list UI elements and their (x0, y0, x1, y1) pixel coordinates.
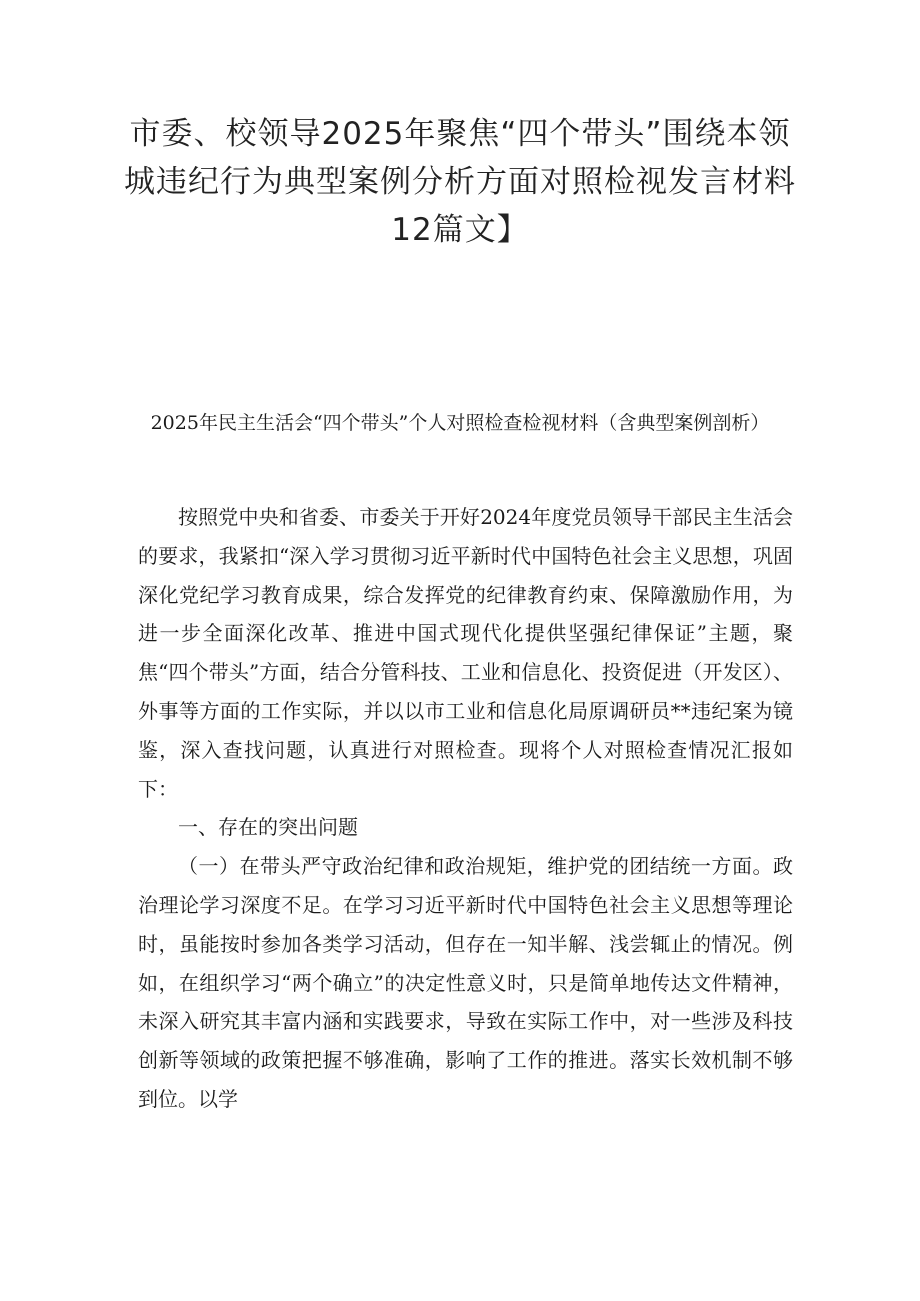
document-subtitle: 2025年民主生活会“四个带头”个人对照检查检视材料（含典型案例剖析） (150, 412, 770, 434)
intro-paragraph: 按照党中央和省委、市委关于开好2024年度党员领导干部民主生活会的要求，我紧扣“深入学习贯彻习近平新时代中国特色社会主义思想，巩固深化党纪学习教育成果，综合发挥党的纪律教育约束、保障激励作用，为进一步全面深化改革、推进中国式现代化提供坚强纪律保证”主题，聚焦“四个带头”方面，结合分管科技、工业和信息化、投资促进（开发区）、外事等方面的工作实际，并以以市工业和信息化局原调研员**违纪案为镜鉴，深入查找问题，认真进行对照检查。现将个人对照检查情况汇报如下： (138, 505, 793, 801)
document-body (138, 498, 793, 1119)
section-heading: 一、存在的突出问题 (178, 815, 358, 840)
body-paragraph: （一）在带头严守政治纪律和政治规矩，维护党的团结统一方面。政治理论学习深度不足。在学习习近平新时代中国特色社会主义思想等理论时，虽能按时参加各类学习活动，但存在一知半解、浅尝辄止的情况。例如，在组织学习“两个确立”的决定性意义时，只是简单地传达文件精神，未深入研究其丰富内涵和实践要求，导致在实际工作中，对一些涉及科技创新等领域的政策把握不够准确，影响了工作的推进。落实长效机制不够到位。以学 (138, 854, 793, 1111)
document-title: 市委、校领导2025年聚焦“四个带头”围绕本领城违纪行为典型案例分析方面对照检视发言材料12篇文】 (124, 116, 796, 248)
